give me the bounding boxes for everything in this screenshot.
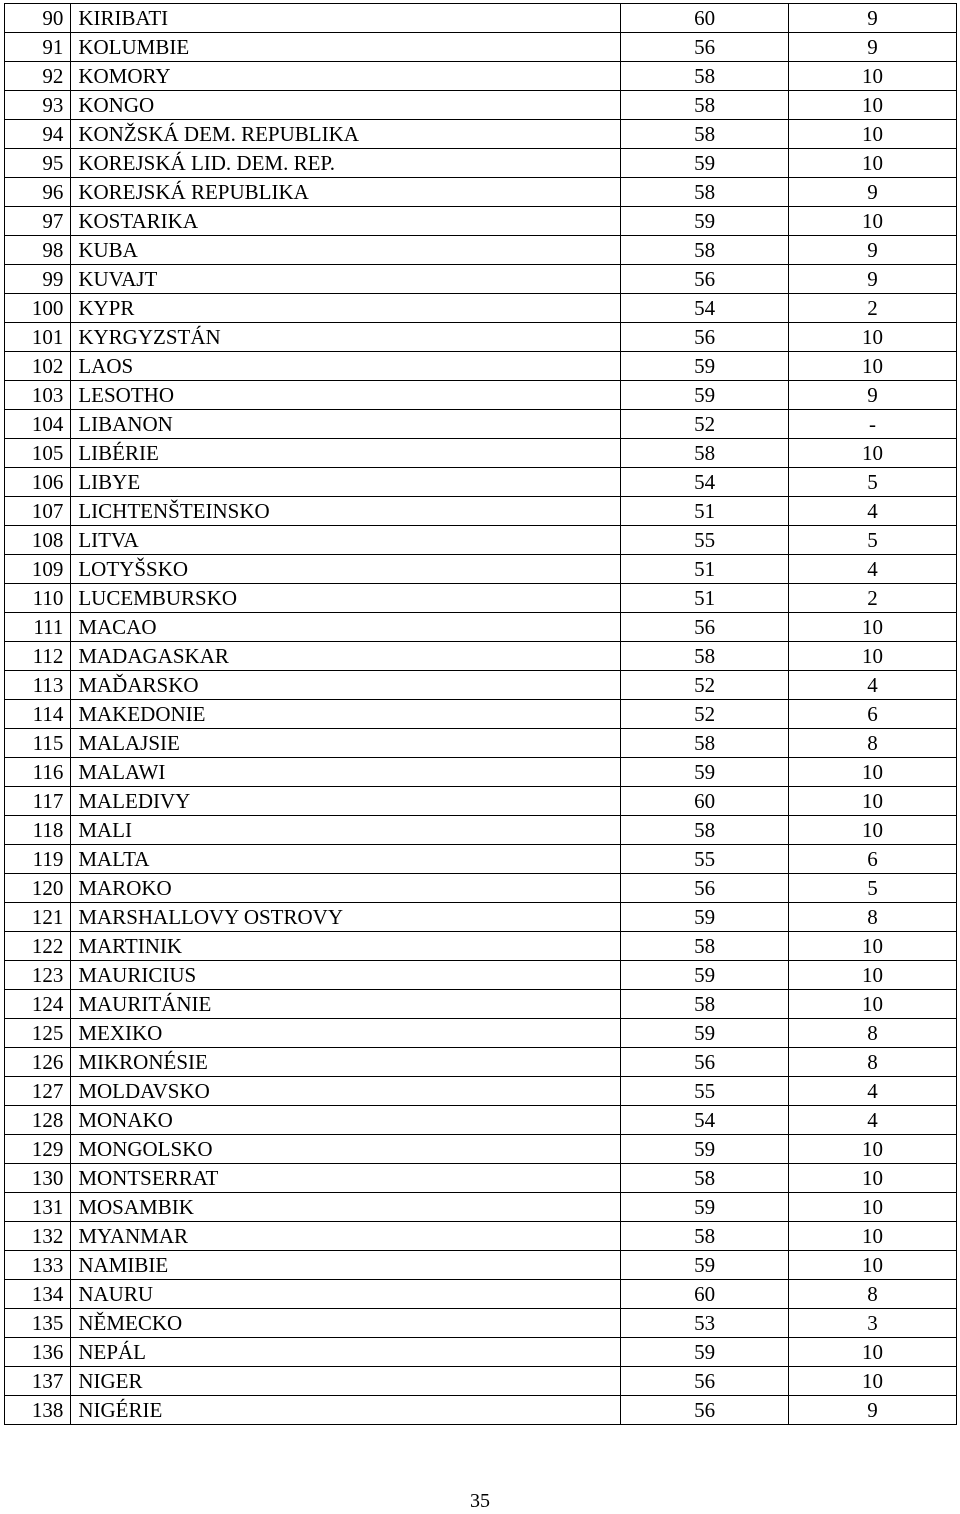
value-b-cell: 10 [789,932,957,961]
row-number-cell: 109 [5,555,71,584]
table-row [5,613,957,642]
country-name-cell: LIBANON [71,410,621,439]
table-row [5,555,957,584]
row-number-cell: 127 [5,1077,71,1106]
value-b-cell: 10 [789,642,957,671]
country-name-cell: MONTSERRAT [71,1164,621,1193]
country-name-cell: MAURITÁNIE [71,990,621,1019]
value-a-cell: 58 [621,178,789,207]
value-b-cell: 9 [789,236,957,265]
table-row [5,584,957,613]
value-b-cell: 9 [789,1396,957,1425]
value-b-cell: 2 [789,294,957,323]
table-row [5,1106,957,1135]
country-name-cell: MADAGASKAR [71,642,621,671]
table-row [5,468,957,497]
row-number-cell: 93 [5,91,71,120]
value-b-cell: 10 [789,787,957,816]
value-a-cell: 58 [621,439,789,468]
value-a-cell: 60 [621,1280,789,1309]
country-name-cell: LESOTHO [71,381,621,410]
value-b-cell: 10 [789,323,957,352]
country-name-cell: KYPR [71,294,621,323]
value-b-cell: 9 [789,265,957,294]
row-number-cell: 98 [5,236,71,265]
country-name-cell: KOMORY [71,62,621,91]
country-name-cell: NAMIBIE [71,1251,621,1280]
row-number-cell: 91 [5,33,71,62]
country-name-cell: MAURICIUS [71,961,621,990]
country-name-cell: MOLDAVSKO [71,1077,621,1106]
value-b-cell: 10 [789,816,957,845]
row-number-cell: 132 [5,1222,71,1251]
country-name-cell: KUBA [71,236,621,265]
table-row [5,381,957,410]
table-row [5,874,957,903]
table-row [5,1077,957,1106]
row-number-cell: 112 [5,642,71,671]
value-a-cell: 52 [621,671,789,700]
table-row [5,1222,957,1251]
value-a-cell: 56 [621,613,789,642]
value-b-cell: 10 [789,990,957,1019]
table-row [5,62,957,91]
row-number-cell: 105 [5,439,71,468]
value-a-cell: 56 [621,323,789,352]
table-row [5,671,957,700]
country-name-cell: KOREJSKÁ LID. DEM. REP. [71,149,621,178]
value-a-cell: 59 [621,903,789,932]
value-a-cell: 56 [621,265,789,294]
country-name-cell: MEXIKO [71,1019,621,1048]
row-number-cell: 126 [5,1048,71,1077]
country-name-cell: NAURU [71,1280,621,1309]
value-b-cell: 10 [789,62,957,91]
table-row [5,1019,957,1048]
table-row [5,758,957,787]
table-row [5,410,957,439]
value-a-cell: 59 [621,207,789,236]
value-b-cell: 4 [789,497,957,526]
table-row [5,816,957,845]
value-b-cell: 5 [789,468,957,497]
country-name-cell: MARTINIK [71,932,621,961]
value-b-cell: 4 [789,671,957,700]
value-a-cell: 55 [621,526,789,555]
row-number-cell: 136 [5,1338,71,1367]
value-b-cell: 10 [789,352,957,381]
value-a-cell: 59 [621,1019,789,1048]
row-number-cell: 131 [5,1193,71,1222]
table-row [5,207,957,236]
country-name-cell: MAROKO [71,874,621,903]
value-b-cell: 8 [789,1048,957,1077]
value-b-cell: 10 [789,961,957,990]
table-row [5,729,957,758]
row-number-cell: 122 [5,932,71,961]
value-a-cell: 56 [621,1048,789,1077]
row-number-cell: 125 [5,1019,71,1048]
table-row [5,4,957,33]
value-b-cell: 10 [789,1135,957,1164]
value-a-cell: 56 [621,33,789,62]
country-name-cell: MACAO [71,613,621,642]
value-b-cell: 10 [789,1193,957,1222]
table-row [5,1309,957,1338]
value-a-cell: 59 [621,1251,789,1280]
table-row [5,700,957,729]
value-b-cell: 8 [789,729,957,758]
value-a-cell: 60 [621,787,789,816]
value-b-cell: 10 [789,1367,957,1396]
row-number-cell: 121 [5,903,71,932]
value-a-cell: 58 [621,236,789,265]
value-a-cell: 59 [621,961,789,990]
row-number-cell: 106 [5,468,71,497]
value-a-cell: 54 [621,468,789,497]
row-number-cell: 101 [5,323,71,352]
table-row [5,787,957,816]
row-number-cell: 118 [5,816,71,845]
value-a-cell: 59 [621,1338,789,1367]
value-a-cell: 56 [621,1367,789,1396]
row-number-cell: 110 [5,584,71,613]
row-number-cell: 117 [5,787,71,816]
value-b-cell: 2 [789,584,957,613]
row-number-cell: 129 [5,1135,71,1164]
row-number-cell: 114 [5,700,71,729]
table-row [5,1367,957,1396]
country-name-cell: MYANMAR [71,1222,621,1251]
table-row [5,526,957,555]
table-row [5,961,957,990]
country-name-cell: NĚMECKO [71,1309,621,1338]
row-number-cell: 96 [5,178,71,207]
value-a-cell: 58 [621,91,789,120]
country-name-cell: MARSHALLOVY OSTROVY [71,903,621,932]
value-b-cell: 8 [789,1019,957,1048]
value-b-cell: 9 [789,4,957,33]
value-b-cell: 10 [789,613,957,642]
value-a-cell: 58 [621,642,789,671]
row-number-cell: 99 [5,265,71,294]
row-number-cell: 103 [5,381,71,410]
row-number-cell: 116 [5,758,71,787]
country-table [4,3,957,1425]
page-number: 35 [470,1490,490,1512]
row-number-cell: 128 [5,1106,71,1135]
value-a-cell: 55 [621,845,789,874]
value-b-cell: 5 [789,526,957,555]
country-name-cell: NIGÉRIE [71,1396,621,1425]
value-b-cell: 9 [789,178,957,207]
value-b-cell: 10 [789,207,957,236]
row-number-cell: 115 [5,729,71,758]
country-name-cell: MAKEDONIE [71,700,621,729]
value-a-cell: 59 [621,149,789,178]
row-number-cell: 137 [5,1367,71,1396]
value-b-cell: 9 [789,33,957,62]
table-row [5,932,957,961]
row-number-cell: 104 [5,410,71,439]
country-name-cell: NEPÁL [71,1338,621,1367]
value-b-cell: 10 [789,1338,957,1367]
value-b-cell: 3 [789,1309,957,1338]
row-number-cell: 95 [5,149,71,178]
table-row [5,1048,957,1077]
country-name-cell: LITVA [71,526,621,555]
row-number-cell: 134 [5,1280,71,1309]
table-row [5,294,957,323]
table-row [5,1280,957,1309]
table-row [5,178,957,207]
row-number-cell: 130 [5,1164,71,1193]
table-row [5,990,957,1019]
row-number-cell: 108 [5,526,71,555]
row-number-cell: 119 [5,845,71,874]
country-name-cell: MALI [71,816,621,845]
value-a-cell: 56 [621,1396,789,1425]
value-a-cell: 58 [621,932,789,961]
country-name-cell: MALAJSIE [71,729,621,758]
table-row [5,265,957,294]
row-number-cell: 124 [5,990,71,1019]
value-b-cell: 5 [789,874,957,903]
row-number-cell: 120 [5,874,71,903]
row-number-cell: 133 [5,1251,71,1280]
table-row [5,497,957,526]
country-name-cell: LICHTENŠTEINSKO [71,497,621,526]
value-b-cell: 10 [789,1164,957,1193]
table-row [5,33,957,62]
value-b-cell: 10 [789,149,957,178]
country-name-cell: LIBYE [71,468,621,497]
table-row [5,845,957,874]
value-b-cell: 10 [789,91,957,120]
country-name-cell: MONGOLSKO [71,1135,621,1164]
value-a-cell: 58 [621,120,789,149]
row-number-cell: 107 [5,497,71,526]
country-name-cell: KOLUMBIE [71,33,621,62]
row-number-cell: 111 [5,613,71,642]
value-a-cell: 60 [621,4,789,33]
value-b-cell: 10 [789,1222,957,1251]
row-number-cell: 90 [5,4,71,33]
value-b-cell: 6 [789,700,957,729]
value-a-cell: 55 [621,1077,789,1106]
value-b-cell: 10 [789,1251,957,1280]
value-a-cell: 59 [621,1135,789,1164]
table-row [5,1135,957,1164]
value-a-cell: 59 [621,352,789,381]
row-number-cell: 100 [5,294,71,323]
row-number-cell: 102 [5,352,71,381]
value-b-cell: 4 [789,1077,957,1106]
country-name-cell: KOSTARIKA [71,207,621,236]
value-a-cell: 59 [621,1193,789,1222]
country-name-cell: KYRGYZSTÁN [71,323,621,352]
table-row [5,903,957,932]
row-number-cell: 138 [5,1396,71,1425]
value-a-cell: 53 [621,1309,789,1338]
value-b-cell: 10 [789,120,957,149]
country-name-cell: LOTYŠSKO [71,555,621,584]
row-number-cell: 92 [5,62,71,91]
table-row [5,323,957,352]
value-a-cell: 51 [621,497,789,526]
table-row [5,439,957,468]
value-a-cell: 58 [621,729,789,758]
country-name-cell: KONGO [71,91,621,120]
country-name-cell: LIBÉRIE [71,439,621,468]
value-a-cell: 51 [621,584,789,613]
value-a-cell: 58 [621,990,789,1019]
table-row [5,120,957,149]
country-name-cell: NIGER [71,1367,621,1396]
row-number-cell: 94 [5,120,71,149]
value-b-cell: 6 [789,845,957,874]
country-name-cell: LUCEMBURSKO [71,584,621,613]
value-b-cell: 8 [789,1280,957,1309]
value-a-cell: 56 [621,874,789,903]
table-row [5,91,957,120]
value-b-cell: 10 [789,439,957,468]
table-row [5,149,957,178]
country-name-cell: MONAKO [71,1106,621,1135]
value-b-cell: 8 [789,903,957,932]
table-row [5,236,957,265]
country-name-cell: LAOS [71,352,621,381]
table-row [5,642,957,671]
value-a-cell: 59 [621,381,789,410]
value-a-cell: 58 [621,1164,789,1193]
row-number-cell: 97 [5,207,71,236]
value-b-cell: 10 [789,758,957,787]
value-b-cell: - [789,410,957,439]
table-row [5,1164,957,1193]
table-row [5,1338,957,1367]
value-b-cell: 9 [789,381,957,410]
country-name-cell: MIKRONÉSIE [71,1048,621,1077]
row-number-cell: 123 [5,961,71,990]
row-number-cell: 135 [5,1309,71,1338]
table-row [5,1193,957,1222]
row-number-cell: 113 [5,671,71,700]
country-name-cell: MAĎARSKO [71,671,621,700]
value-a-cell: 54 [621,294,789,323]
table-row [5,352,957,381]
country-name-cell: MALTA [71,845,621,874]
value-a-cell: 58 [621,1222,789,1251]
table-row [5,1251,957,1280]
country-name-cell: KONŽSKÁ DEM. REPUBLIKA [71,120,621,149]
table-body [5,4,957,1425]
value-a-cell: 54 [621,1106,789,1135]
value-a-cell: 52 [621,410,789,439]
country-name-cell: MALEDIVY [71,787,621,816]
country-name-cell: MALAWI [71,758,621,787]
table-row [5,1396,957,1425]
value-a-cell: 58 [621,62,789,91]
country-name-cell: KIRIBATI [71,4,621,33]
country-name-cell: MOSAMBIK [71,1193,621,1222]
value-a-cell: 52 [621,700,789,729]
value-a-cell: 51 [621,555,789,584]
value-b-cell: 4 [789,1106,957,1135]
value-b-cell: 4 [789,555,957,584]
value-a-cell: 59 [621,758,789,787]
country-name-cell: KOREJSKÁ REPUBLIKA [71,178,621,207]
value-a-cell: 58 [621,816,789,845]
country-name-cell: KUVAJT [71,265,621,294]
